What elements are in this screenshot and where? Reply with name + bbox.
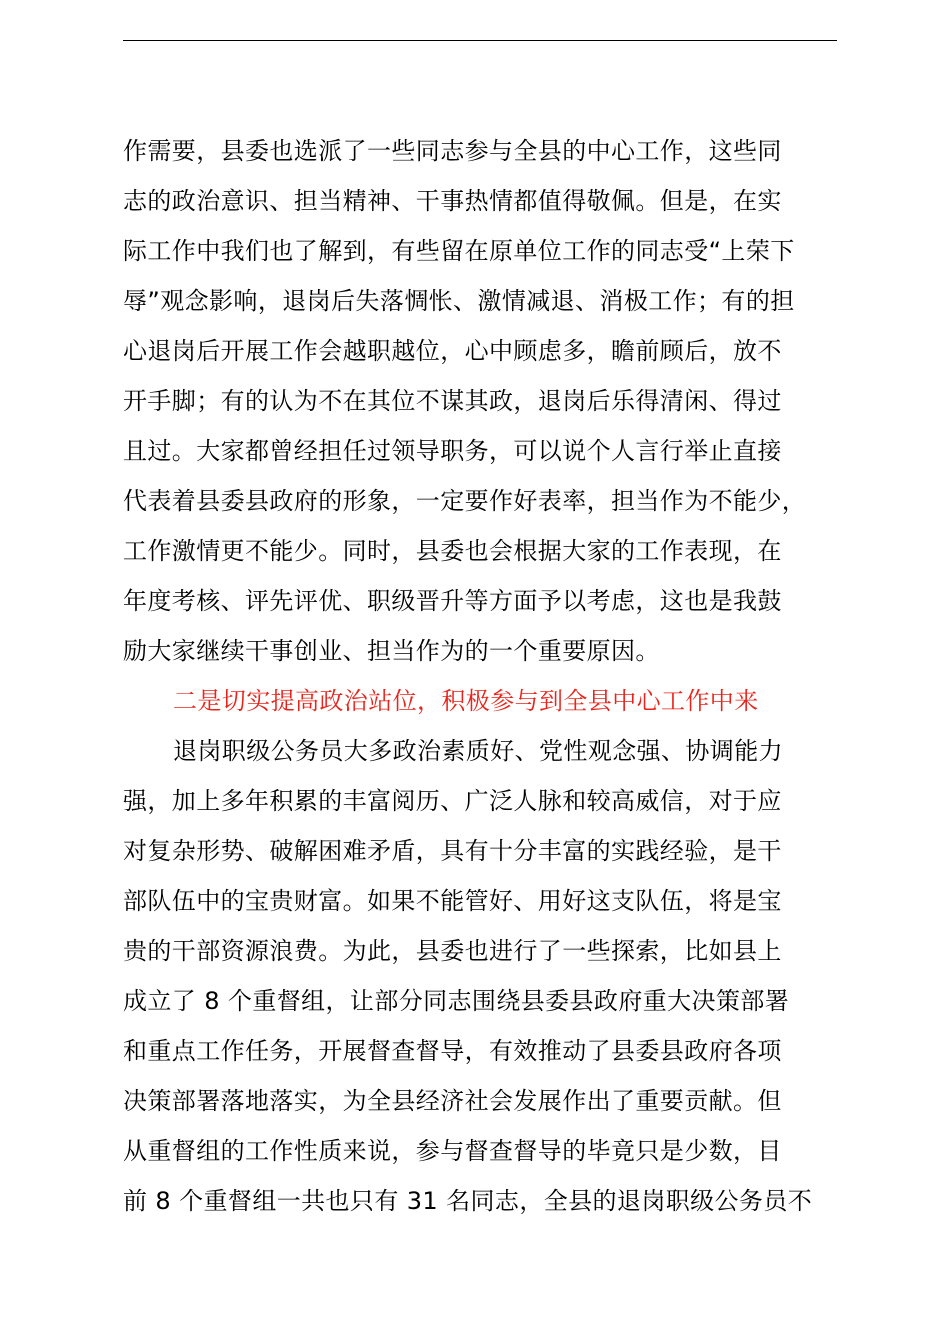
text-line: 作需要，县委也选派了一些同志参与全县的中心工作，这些同 <box>123 137 782 165</box>
text-line: 志的政治意识、担当精神、干事热情都值得敬佩。但是，在实 <box>123 187 782 215</box>
text-line: 际工作中我们也了解到，有些留在原单位工作的同志受“上荣下 <box>123 237 795 265</box>
text-line: 且过。大家都曾经担任过领导职务，可以说个人言行举止直接 <box>123 437 782 465</box>
text-line: 前 8 个重督组一共也只有 31 名同志，全县的退岗职级公务员不 <box>123 1187 813 1215</box>
header-rule <box>123 40 837 41</box>
text-line: 决策部署落地落实，为全县经济社会发展作出了重要贡献。但 <box>123 1087 782 1115</box>
text-line: 部队伍中的宝贵财富。如果不能管好、用好这支队伍，将是宝 <box>123 887 782 915</box>
text-line: 强，加上多年积累的丰富阅历、广泛人脉和较高威信，对于应 <box>123 787 782 815</box>
paragraph-1 <box>123 126 863 676</box>
text-line: 辱”观念影响，退岗后失落惆怅、激情减退、消极工作；有的担 <box>123 287 795 315</box>
text-line: 工作激情更不能少。同时，县委也会根据大家的工作表现，在 <box>123 537 782 565</box>
text-line: 和重点工作任务，开展督查督导，有效推动了县委县政府各项 <box>123 1037 782 1065</box>
text-line: 励大家继续干事创业、担当作为的一个重要原因。 <box>123 637 660 665</box>
text-line: 年度考核、评先评优、职级晋升等方面予以考虑，这也是我鼓 <box>123 587 782 615</box>
paragraph-2 <box>123 726 863 1226</box>
text-line: 成立了 8 个重督组，让部分同志围绕县委县政府重大决策部署 <box>123 987 790 1015</box>
section-heading: 二是切实提高政治站位，积极参与到全县中心工作中来 <box>173 687 759 715</box>
text-line: 退岗职级公务员大多政治素质好、党性观念强、协调能力 <box>173 737 783 765</box>
text-line: 从重督组的工作性质来说，参与督查督导的毕竟只是少数，目 <box>123 1137 782 1165</box>
text-line: 心退岗后开展工作会越职越位，心中顾虑多，瞻前顾后，放不 <box>123 337 782 365</box>
text-line: 开手脚；有的认为不在其位不谋其政，退岗后乐得清闲、得过 <box>123 387 782 415</box>
text-line: 贵的干部资源浪费。为此，县委也进行了一些探索，比如县上 <box>123 937 782 965</box>
text-line: 对复杂形势、破解困难矛盾，具有十分丰富的实践经验，是干 <box>123 837 782 865</box>
document-body <box>123 126 863 1226</box>
text-line: 代表着县委县政府的形象，一定要作好表率，担当作为不能少， <box>123 487 807 515</box>
